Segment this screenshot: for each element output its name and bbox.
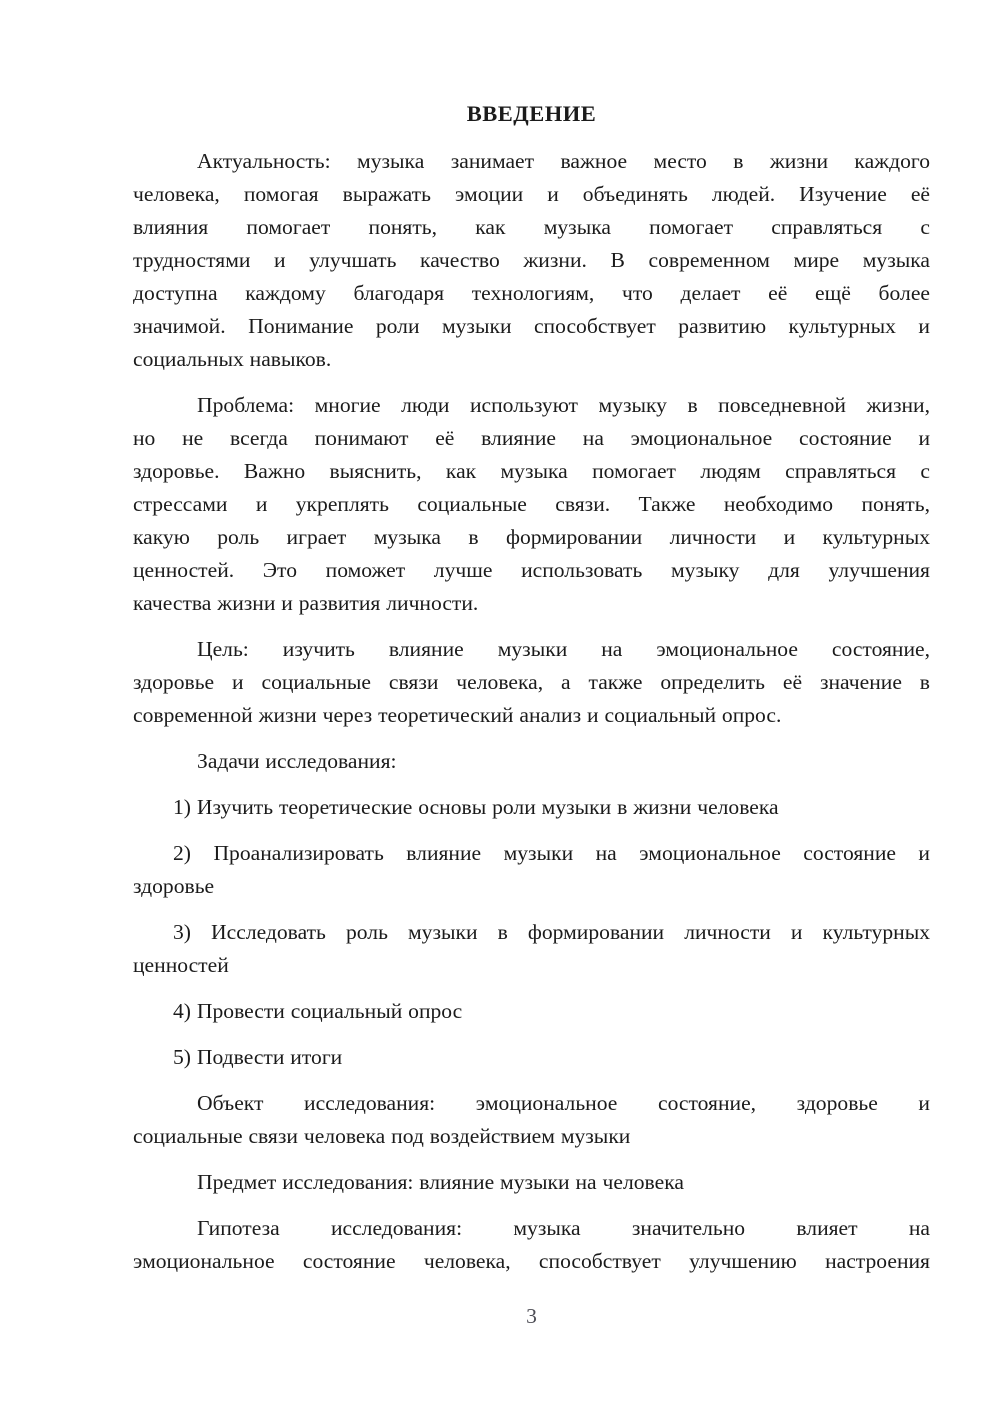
text-line: Гипотеза исследования: музыка значительно влияет на	[197, 1216, 930, 1240]
text-line: Объект исследования: эмоциональное состояние, здоровье и	[197, 1091, 930, 1115]
text-line: Цель: изучить влияние музыки на эмоциональное состояние,	[197, 637, 930, 661]
paragraph	[133, 745, 930, 778]
text-line: современной жизни через теоретический анализ и социальный опрос.	[133, 703, 782, 727]
text-line: человека, помогая выражать эмоции и объединять людей. Изучение её	[133, 182, 930, 206]
text-line: Задачи исследования:	[197, 749, 397, 773]
list-item	[133, 837, 930, 903]
text-line: социальных навыков.	[133, 347, 332, 371]
text-line: 3) Исследовать роль музыки в формировании личности и культурных	[173, 920, 930, 944]
page-title: ВВЕДЕНИЕ	[466, 101, 597, 126]
text-line: качества жизни и развития личности.	[133, 591, 479, 615]
text-line: какую роль играет музыка в формировании личности и культурных	[133, 525, 930, 549]
text-line: значимой. Понимание роли музыки способствует развитию культурных и	[133, 314, 930, 338]
list-item	[133, 916, 930, 982]
paragraph	[133, 1212, 930, 1278]
paragraph	[133, 145, 930, 376]
text-line: 5) Подвести итоги	[173, 1045, 343, 1069]
page-number: 3	[526, 1304, 537, 1328]
text-line: влияния помогает понять, как музыка помогает справляться с	[133, 215, 930, 239]
text-line: эмоциональное состояние человека, способствует улучшению настроения	[133, 1249, 930, 1273]
text-line: здоровье. Важно выяснить, как музыка помогает людям справляться с	[133, 459, 930, 483]
text-line: 2) Проанализировать влияние музыки на эмоциональное состояние и	[173, 841, 930, 865]
list-item	[133, 995, 930, 1028]
text-line: трудностями и улучшать качество жизни. В современном мире музыка	[133, 248, 930, 272]
paragraph	[133, 389, 930, 620]
list-item	[133, 791, 930, 824]
text-line: социальные связи человека под воздействием музыки	[133, 1124, 631, 1148]
paragraph	[133, 1087, 930, 1153]
list-item	[133, 1041, 930, 1074]
document-body	[133, 145, 930, 1278]
text-line: 1) Изучить теоретические основы роли музыки в жизни человека	[173, 795, 779, 819]
text-line: доступна каждому благодаря технологиям, что делает её ещё более	[133, 281, 930, 305]
text-line: 4) Провести социальный опрос	[173, 999, 463, 1023]
text-line: ценностей	[133, 953, 229, 977]
text-line: здоровье	[133, 874, 215, 898]
text-line: ценностей. Это поможет лучше использовать музыку для улучшения	[133, 558, 930, 582]
text-line: стрессами и укреплять социальные связи. Также необходимо понять,	[133, 492, 930, 516]
text-line: Актуальность: музыка занимает важное место в жизни каждого	[197, 149, 930, 173]
text-line: но не всегда понимают её влияние на эмоциональное состояние и	[133, 426, 930, 450]
paragraph	[133, 633, 930, 732]
paragraph	[133, 1166, 930, 1199]
text-line: Проблема: многие люди используют музыку в повседневной жизни,	[197, 393, 930, 417]
text-line: здоровье и социальные связи человека, а также определить её значение в	[133, 670, 930, 694]
text-line: Предмет исследования: влияние музыки на человека	[197, 1170, 684, 1194]
